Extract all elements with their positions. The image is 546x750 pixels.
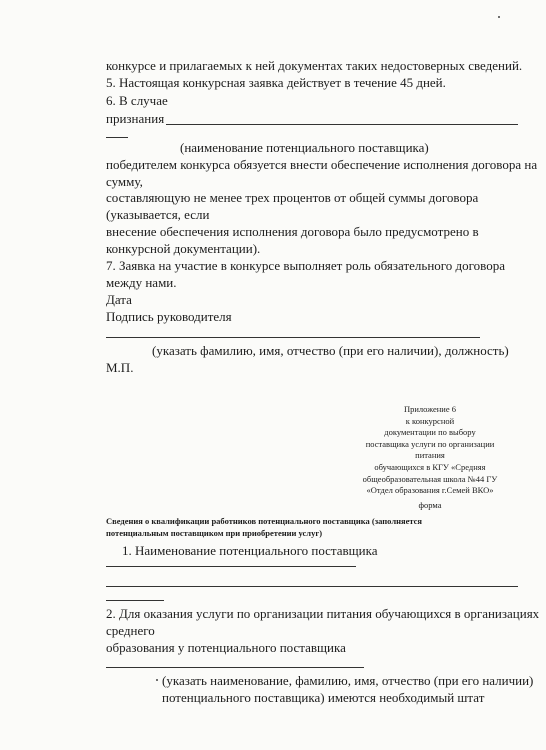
scan-speck bbox=[156, 679, 158, 681]
appendix-line: питания bbox=[415, 450, 445, 461]
form-heading: Сведения о квалификации работников потенциального поставщика (заполняется bbox=[106, 516, 423, 526]
appendix-line: Приложение 6 bbox=[404, 404, 456, 414]
supplier-name-line bbox=[166, 124, 518, 125]
text-line: 5. Настоящая конкурсная заявка действует в течение 45 дней. bbox=[106, 75, 446, 90]
supplier-name-caption: (наименование потенциального поставщика) bbox=[180, 140, 429, 155]
signature-caption: (указать фамилию, имя, отчество (при его наличии), должность) bbox=[152, 343, 509, 358]
text-line: между нами. bbox=[106, 275, 177, 290]
stamp-label: М.П. bbox=[106, 360, 134, 375]
appendix-line: форма bbox=[418, 499, 442, 510]
signature-label: Подпись руководителя bbox=[106, 309, 232, 324]
supplier-name-line-2 bbox=[106, 586, 518, 587]
scan-speck bbox=[498, 16, 500, 18]
appendix-line: обучающихся в КГУ «Средняя bbox=[374, 461, 486, 472]
text-line: победителем конкурса обязуется внести обеспечение исполнения договора на bbox=[106, 157, 538, 172]
appendix-line: документации по выбору bbox=[384, 427, 476, 438]
supplier-name-line-3 bbox=[106, 600, 164, 601]
text-line: конкурсе и прилагаемых к ней документах таких недостоверных сведений. bbox=[106, 58, 523, 73]
text-line: сумму, bbox=[106, 174, 143, 189]
form-heading: потенциальным поставщиком при приобретении услуг) bbox=[106, 528, 323, 538]
text-line: внесение обеспечения исполнения договора было предусмотрено в bbox=[106, 224, 479, 239]
form-item-2: 2. Для оказания услуги по организации питания обучающихся в организациях bbox=[106, 606, 540, 621]
text-line: 6. В случае bbox=[106, 93, 168, 108]
form-item-2-cont: среднего bbox=[106, 623, 155, 638]
organization-line bbox=[106, 667, 364, 668]
appendix-line: общеобразовательная школа №44 ГУ bbox=[362, 473, 498, 484]
organization-caption: потенциального поставщика) имеются необходимый штат bbox=[162, 690, 485, 705]
supplier-name-line-continuation bbox=[106, 137, 128, 138]
form-item-2-cont: образования у потенциального поставщика bbox=[106, 640, 346, 655]
text-line: конкурсной документации). bbox=[106, 241, 261, 256]
supplier-name-line bbox=[106, 566, 356, 567]
form-item-1: 1. Наименование потенциального поставщика bbox=[122, 543, 378, 558]
text-line: (указывается, если bbox=[106, 207, 210, 222]
appendix-line: поставщика услуги по организации bbox=[365, 438, 495, 449]
text-line: признания bbox=[106, 111, 165, 126]
text-line: 7. Заявка на участие в конкурсе выполняет роль обязательного договора bbox=[106, 258, 505, 273]
appendix-block bbox=[330, 404, 530, 511]
text-line: составляющую не менее трех процентов от общей суммы договора bbox=[106, 190, 479, 205]
date-label: Дата bbox=[106, 292, 132, 307]
appendix-line: «Отдел образования г.Семей ВКО» bbox=[366, 485, 494, 496]
signature-line bbox=[106, 337, 480, 338]
organization-caption: (указать наименование, фамилию, имя, отчество (при его наличии) bbox=[162, 673, 534, 688]
appendix-line: к конкурсной bbox=[405, 415, 455, 426]
